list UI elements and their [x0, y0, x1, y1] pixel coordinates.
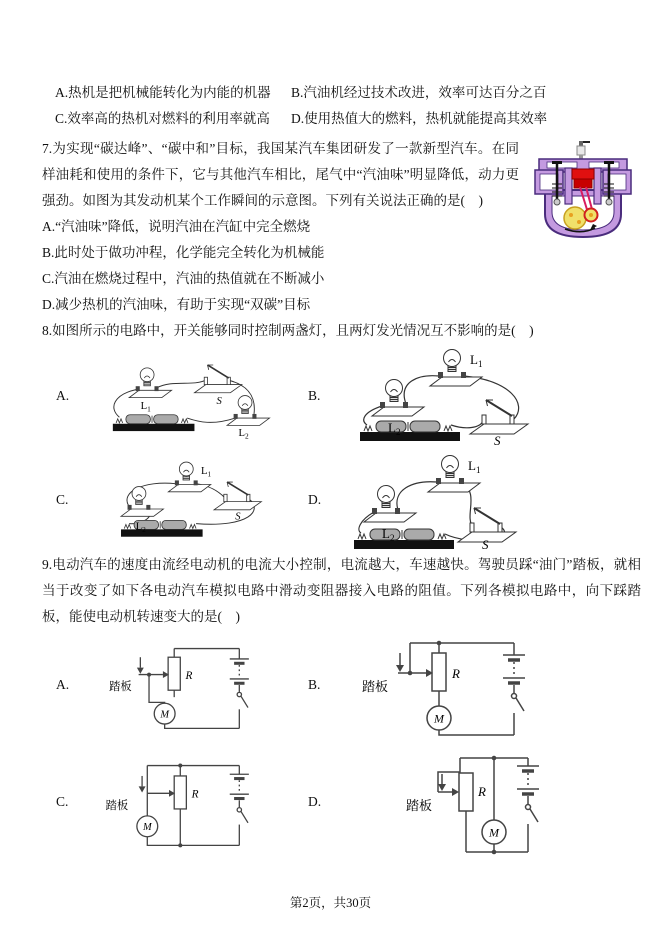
q9-option-d	[294, 740, 641, 864]
circuit-pictorial-c	[90, 450, 294, 550]
q8-option-a-letter: A.	[56, 388, 70, 403]
page-content	[42, 80, 641, 864]
q9-option-a-letter: A.	[56, 677, 70, 692]
lamp2-label: $L_2$	[382, 526, 395, 543]
q8-option-d	[294, 448, 641, 552]
q7-option-a: A.“汽油味”降低，说明汽油在汽缸中完全燃烧	[42, 219, 311, 234]
page-number-footer: 第2页，共30页	[289, 896, 372, 910]
circuit-schematic-d	[342, 746, 577, 858]
battery-icon	[354, 529, 454, 549]
lamp2-label: $L_2$	[135, 521, 146, 534]
switch-label: S	[235, 511, 241, 523]
q7-option-d: D.减少热机的汽油味，有助于实现“双碳”目标	[42, 297, 311, 312]
pedal-label: 踏板	[105, 799, 129, 812]
lamp1-label: $L_1$	[468, 458, 481, 475]
motor-label: M	[142, 822, 152, 834]
lamp1-label: $L_1$	[140, 401, 151, 414]
lamp1-icon	[129, 368, 171, 398]
q8-option-c	[42, 448, 294, 552]
circuit-schematic-b	[342, 629, 577, 741]
q9-option-b	[294, 630, 641, 740]
pedal-label: 踏板	[406, 798, 433, 813]
q8-option-c-letter: C.	[56, 492, 69, 507]
switch-icon	[470, 400, 528, 434]
lamp2-label: $L_2$	[388, 420, 401, 437]
battery-icon	[360, 421, 460, 441]
q9-stem-text: 9.电动汽车的速度由流经电动机的电流大小控制，电流越大，车速越快。驾驶员踩“油门”踏板，就相当于改变了如下各电动汽车模拟电路中滑动变阻器接入电路的阻值。下列各模拟电路中，向下踩踏板，能使电动机转速变大的是( )	[42, 557, 641, 624]
spark-plug-icon	[577, 141, 590, 160]
q8-option-a	[42, 344, 294, 448]
circuit-schematic-a	[90, 629, 294, 741]
resistor-label: R	[478, 784, 486, 799]
q6-option-b: B.汽油机经过技术改进，效率可达百分之百	[291, 85, 547, 100]
q7-block	[42, 136, 641, 214]
q9-option-d-letter: D.	[308, 794, 322, 809]
q8-option-d-letter: D.	[308, 492, 322, 507]
resistor-label: R	[452, 666, 460, 681]
switch-label: S	[482, 537, 489, 550]
circuit-pictorial-b	[342, 346, 592, 446]
lamp2-icon	[227, 396, 269, 426]
circuit-pictorial-d	[342, 450, 592, 550]
switch-icon	[214, 482, 261, 510]
q6-option-row-2	[42, 106, 641, 132]
q7-stem-text: 7.为实现“碳达峰”、“碳中和”目标，我国某汽车集团研发了一款新型汽车。在同样油耗和使用的条件下，它与其他汽车相比，尾气中“汽油味”明显降低，动力更强劲。如图为其发动机某个工作瞬间的示意图。下列有关说法正确的是( )	[42, 141, 519, 208]
q9-option-c	[42, 740, 294, 864]
motor-label: M	[434, 711, 444, 726]
q6-option-d: D.使用热值大的燃料，热机就能提高其效率	[291, 111, 548, 126]
switch-icon	[194, 365, 241, 393]
q9-option-a	[42, 630, 294, 740]
q9-option-b-letter: B.	[308, 677, 321, 692]
pedal-label: 踏板	[109, 681, 132, 694]
q7-option-c: C.汽油在燃烧过程中，汽油的热值就在不断减小	[42, 271, 325, 286]
q8-circuit-grid	[42, 344, 641, 552]
pedal-label: 踏板	[362, 679, 389, 694]
lamp1-label: $L_1$	[200, 465, 212, 479]
circuit-pictorial-a	[90, 346, 294, 446]
motor-label: M	[160, 709, 169, 721]
switch-label: S	[494, 433, 501, 446]
engine-cross-section-figure	[527, 138, 639, 240]
switch-label: S	[216, 396, 222, 408]
lamp2-label: $L_2$	[238, 427, 249, 441]
q6-option-c: C.效率高的热机对燃料的利用率就高	[55, 111, 270, 126]
motor-label: M	[489, 825, 499, 840]
battery-icon	[121, 520, 203, 536]
battery-icon	[113, 415, 195, 431]
circuit-schematic-c	[90, 746, 294, 858]
lamp1-label: $L_1$	[470, 352, 483, 369]
q8-option-b	[294, 344, 641, 448]
q9-circuit-grid	[42, 630, 641, 864]
q6-option-row-1	[42, 80, 641, 106]
q6-option-a: A.热机是把机械能转化为内能的机器	[55, 85, 271, 100]
q8-stem-text: 8.如图所示的电路中，开关能够同时控制两盏灯，且两灯发光情况互不影响的是( )	[42, 323, 534, 338]
q9-option-c-letter: C.	[56, 794, 69, 809]
resistor-label: R	[185, 669, 193, 682]
lamp2-icon	[364, 486, 416, 523]
q7-option-b: B.此时处于做功冲程，化学能完全转化为机械能	[42, 245, 325, 260]
resistor-label: R	[191, 788, 199, 801]
q8-option-b-letter: B.	[308, 388, 321, 403]
lamp2-icon	[372, 380, 424, 417]
